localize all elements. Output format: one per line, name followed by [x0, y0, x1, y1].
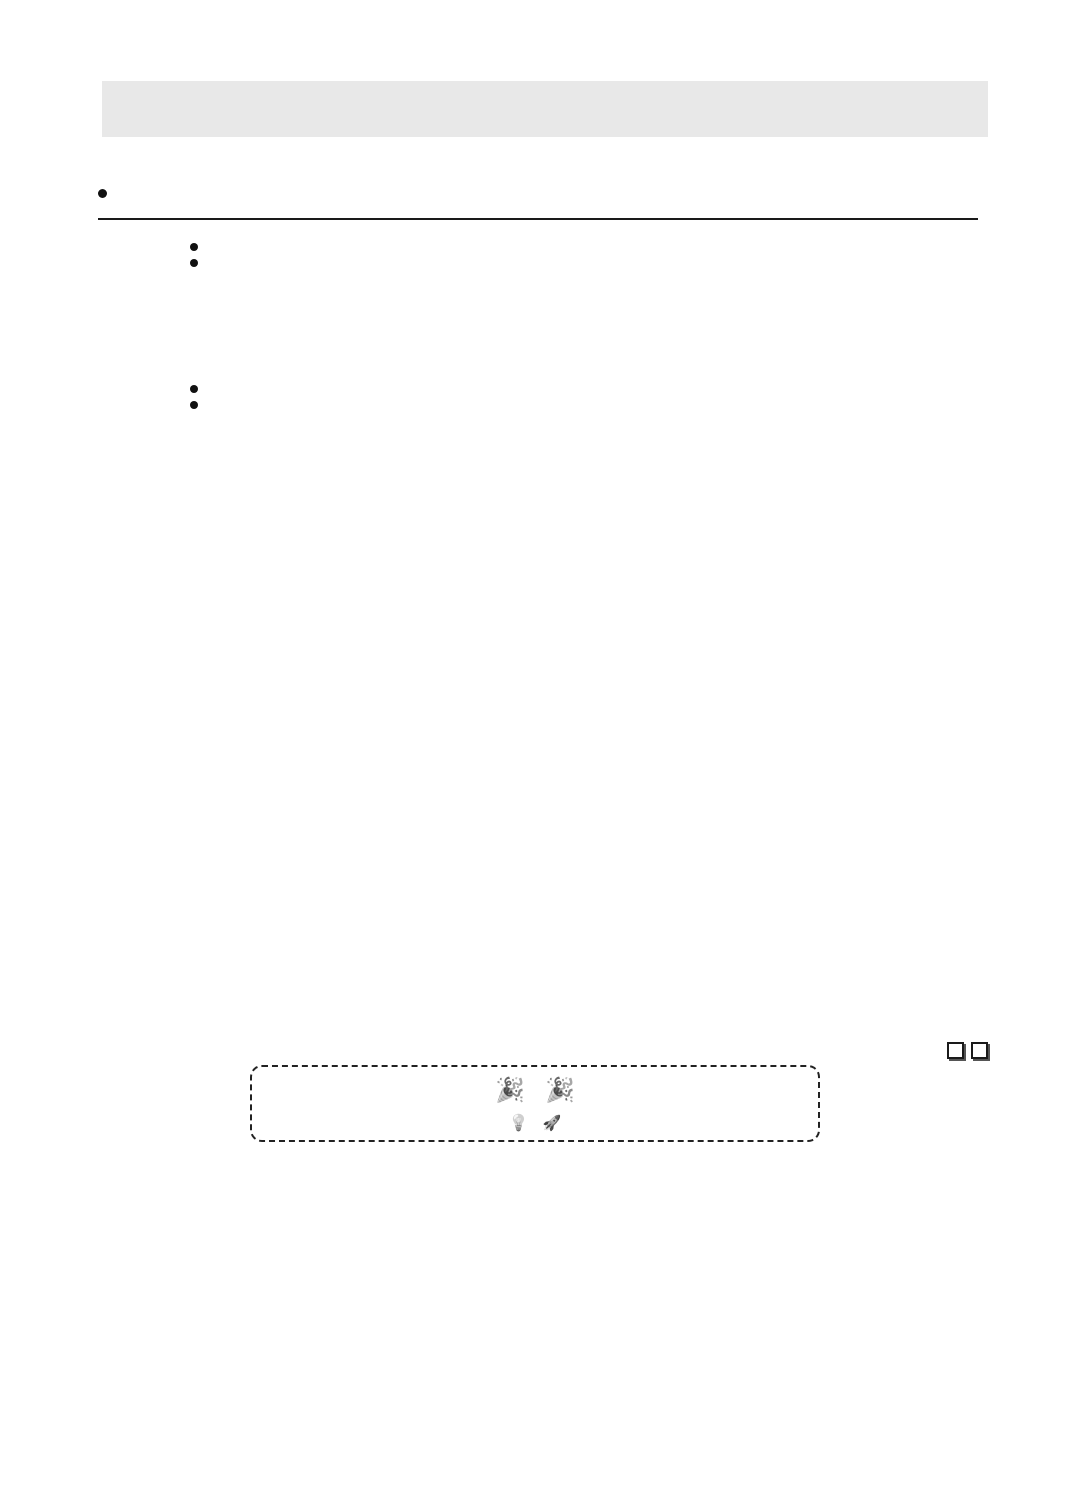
- dot-icon: [190, 243, 198, 251]
- rocket-icon: 🚀: [542, 1113, 562, 1132]
- promo-footer: [263, 1112, 807, 1132]
- table-of-contents-list: [98, 232, 978, 623]
- chapter-page-range: [874, 299, 978, 326]
- dot-icon: [98, 189, 107, 198]
- topic-item[interactable]: [152, 235, 874, 251]
- contents-header-banner: [102, 81, 988, 137]
- dot-icon: [190, 385, 198, 393]
- light-bulb-icon: 💡: [508, 1113, 529, 1132]
- dot-icon: [190, 259, 198, 267]
- topic-item[interactable]: [152, 377, 874, 393]
- chapter-body: [152, 232, 874, 267]
- square-outline-icon: [971, 1042, 988, 1059]
- promo-heading: [263, 1076, 807, 1104]
- square-outline-icon: [947, 1042, 964, 1059]
- mind-maps-row[interactable]: [98, 192, 978, 201]
- party-popper-icon: 🎉: [545, 1076, 575, 1104]
- chapter-topics: [152, 377, 874, 409]
- toc-chapter-row[interactable]: [98, 299, 978, 326]
- chapter-page-range: [874, 441, 978, 468]
- toc-chapter-row[interactable]: [98, 232, 978, 267]
- chapter-page-range: [874, 484, 978, 511]
- toc-chapter-row[interactable]: [98, 374, 978, 409]
- topic-item[interactable]: [152, 393, 874, 409]
- divider-rule: [98, 218, 978, 220]
- toc-chapter-row[interactable]: [98, 441, 978, 468]
- toc-chapter-row[interactable]: [98, 484, 978, 511]
- promo-box: [250, 1065, 820, 1142]
- dot-icon: [190, 401, 198, 409]
- topic-item[interactable]: [152, 251, 874, 267]
- chapter-topics: [152, 235, 874, 267]
- end-of-section-marks: [947, 1042, 988, 1059]
- chapter-body: [152, 374, 874, 409]
- party-popper-icon: 🎉: [495, 1076, 525, 1104]
